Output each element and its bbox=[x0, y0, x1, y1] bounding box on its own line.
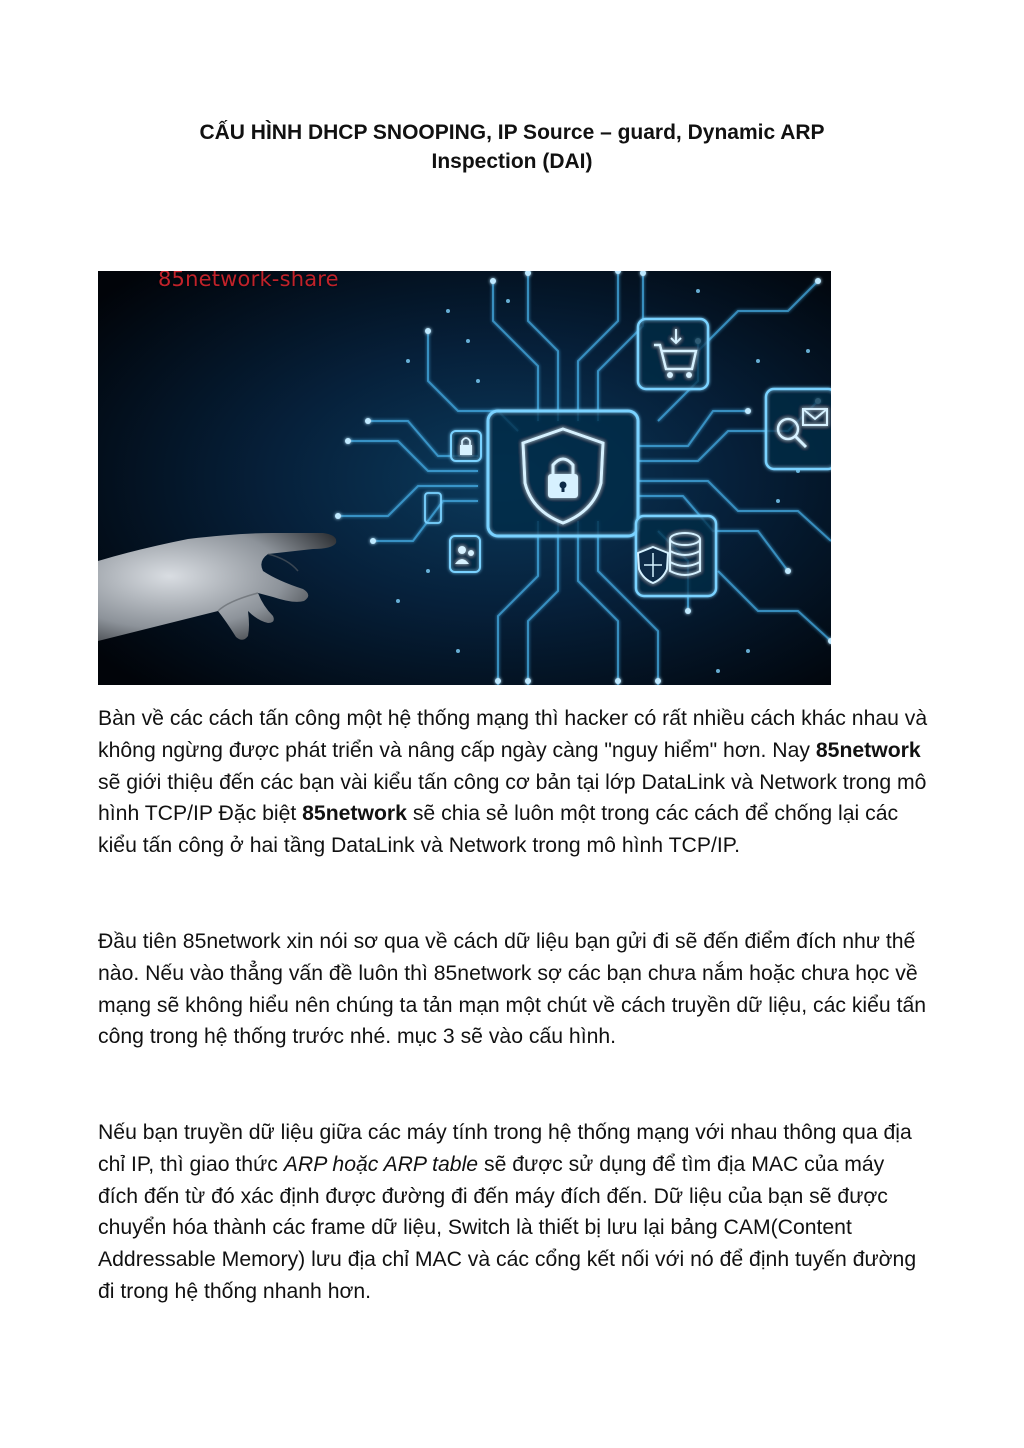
p3-text-1: Nếu bạn truyền dữ liệu giữa các máy tính trong hệ thống mạng với nhau thông qua địa chỉ IP, thì giao thức bbox=[98, 1121, 912, 1176]
image-watermark: 85network-share bbox=[158, 271, 339, 291]
hero-image bbox=[98, 271, 831, 685]
paragraph-3 bbox=[98, 1117, 928, 1308]
document-title bbox=[120, 118, 904, 176]
p1-bold-brand-2: 85network bbox=[302, 802, 407, 826]
p1-text-2: sẽ giới thiệu đến các bạn vài kiểu tấn công cơ bản tại lớp DataLink và Network trong mô hình TCP/IP Đặc biệt bbox=[98, 770, 927, 826]
paragraph-2: Đầu tiên 85network xin nói sơ qua về cách dữ liệu bạn gửi đi sẽ đến điểm đích như thế nào. Nếu vào thẳng vấn đề luôn thì 85network sợ các bạn chưa nắm hoặc chưa học về mạng sẽ không hiểu nên chúng ta tản mạn một chút về cách truyền dữ liệu, các kiểu tấn công trong hệ thống trước nhé. mục 3 sẽ vào cấu hình. bbox=[98, 930, 927, 1049]
p3-text-2: sẽ được sử dụng để tìm địa MAC của máy đích đến từ đó xác định được đường đi đến máy đích đến. Dữ liệu của bạn sẽ được chuyển hóa thành các frame dữ liệu, Switch là thiết bị lưu lại bảng CAM(Content Addressable Memory) lưu địa chỉ MAC và các cổng kết nối với nó để định tuyến đường đi trong hệ thống nhanh hơn. bbox=[98, 1152, 917, 1303]
title-line-2: Inspection (DAI) bbox=[431, 150, 593, 173]
title-line-1: CẤU HÌNH DHCP SNOOPING, IP Source – guard, Dynamic ARP bbox=[199, 121, 825, 144]
p1-text-1: Bàn về các cách tấn công một hệ thống mạng thì hacker có rất nhiều cách khác nhau và không ngừng được phát triển và nâng cấp ngày càng "nguy hiểm" hơn. Nay bbox=[98, 707, 928, 762]
p3-italic-arp: ARP hoặc ARP table bbox=[283, 1152, 479, 1176]
p1-text-3: sẽ chia sẻ luôn một trong các cách để chống lại các kiểu tấn công ở hai tầng DataLink và Network trong mô hình TCP/IP. bbox=[98, 802, 899, 858]
p1-bold-brand-1: 85network bbox=[815, 738, 921, 762]
circuit-illustration bbox=[98, 271, 831, 685]
paragraph-1 bbox=[98, 703, 928, 862]
